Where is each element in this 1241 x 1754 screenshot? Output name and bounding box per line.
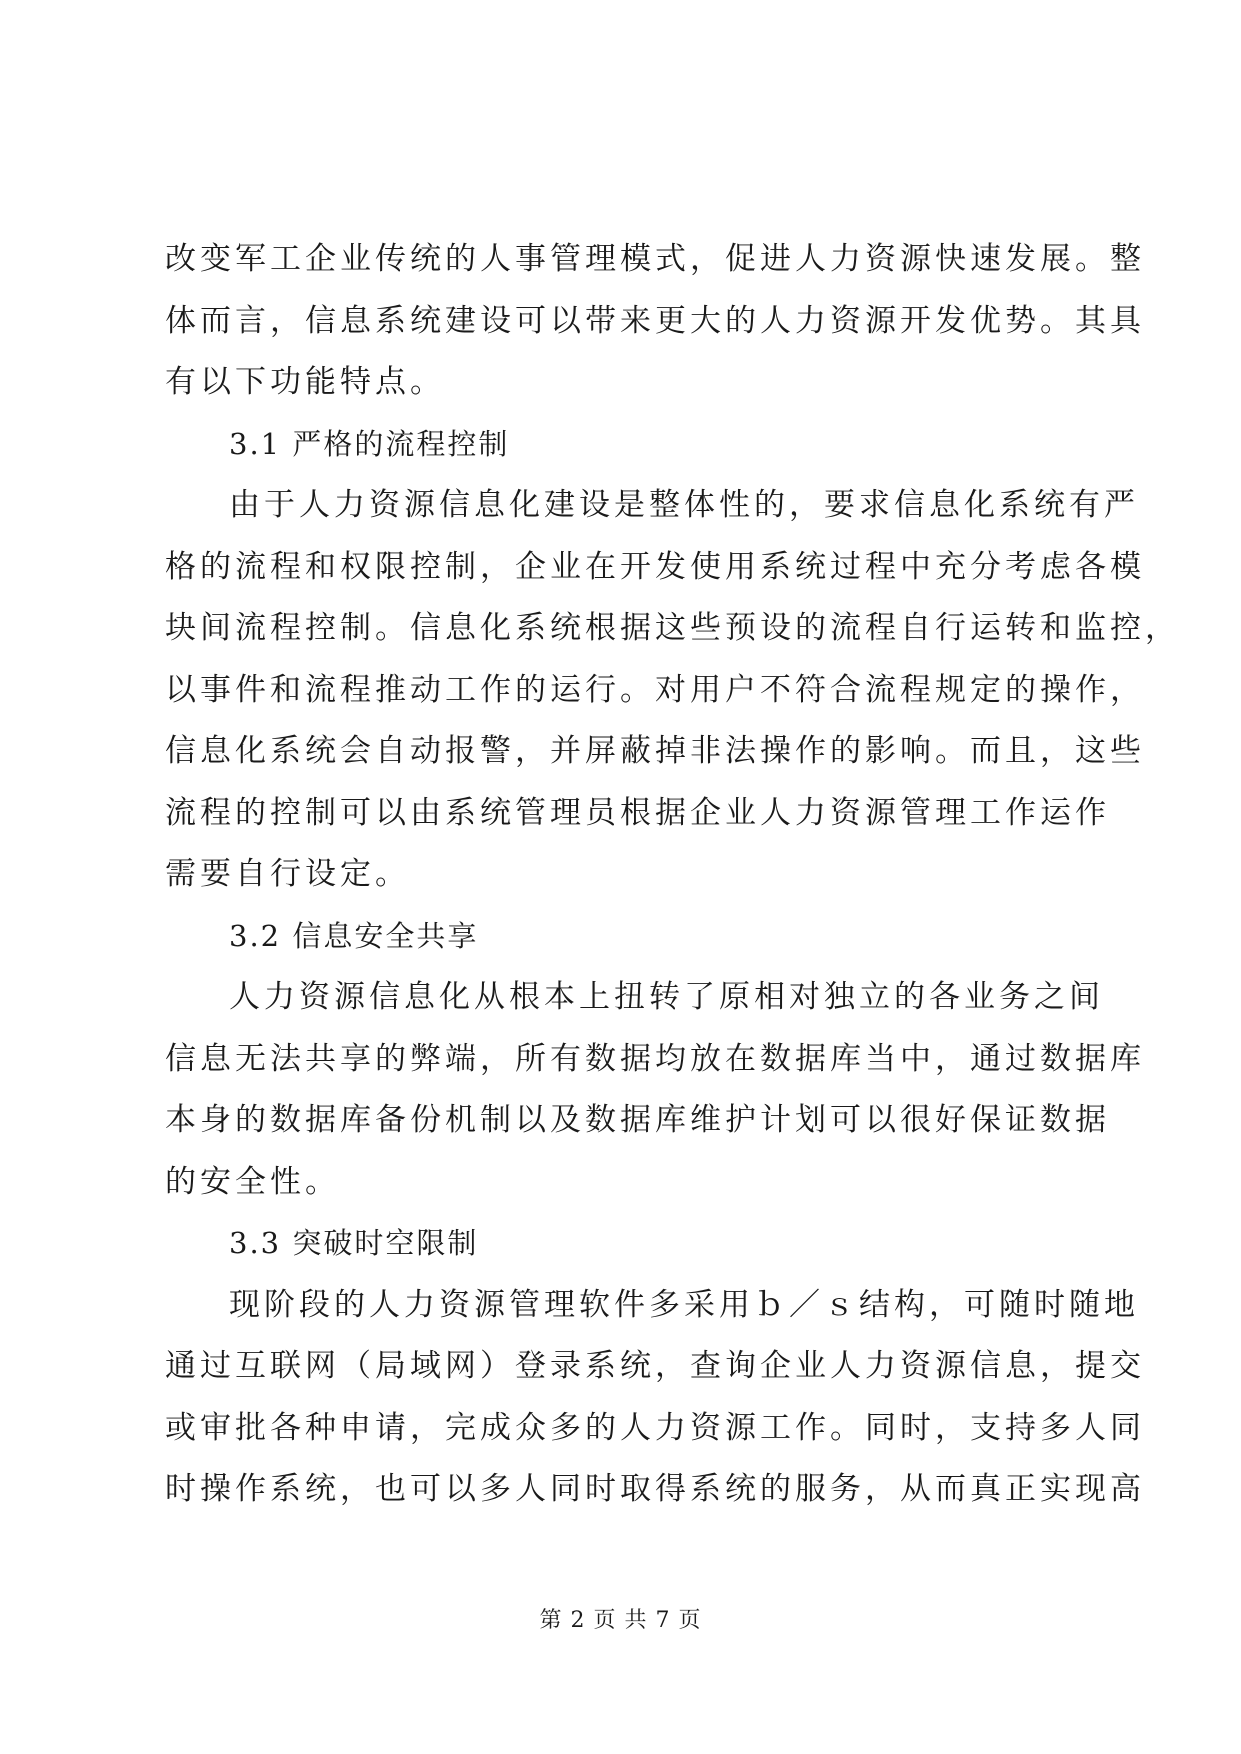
text-line: 现阶段的人力资源管理软件多采用ｂ／ｓ结构，可随时随地 xyxy=(229,1286,1139,1323)
page-number-footer: 第 2 页 共 7 页 xyxy=(539,1608,702,1633)
section-3-1-paragraph xyxy=(165,475,1180,906)
text-line: 或审批各种申请，完成众多的人力资源工作。同时，支持多人同 xyxy=(165,1409,1145,1446)
section-heading-3-3: 3.3 突破时空限制 xyxy=(229,1226,479,1260)
text-line: 信息化系统会自动报警，并屏蔽掉非法操作的影响。而且，这些 xyxy=(165,733,1145,769)
text-line: 块间流程控制。信息化系统根据这些预设的流程自行运转和监控， xyxy=(165,610,1180,646)
section-3-2-paragraph xyxy=(165,967,1145,1213)
section-heading-3-2: 3.2 信息安全共享 xyxy=(229,918,479,953)
text-line: 时操作系统，也可以多人同时取得系统的服务，从而真正实现高 xyxy=(165,1471,1145,1507)
text-line: 由于人力资源信息化建设是整体性的，要求信息化系统有严 xyxy=(229,487,1139,523)
text-line: 格的流程和权限控制，企业在开发使用系统过程中充分考虑各模 xyxy=(165,548,1145,585)
document-body xyxy=(165,229,1180,1521)
text-line: 有以下功能特点。 xyxy=(165,364,445,400)
text-line: 改变军工企业传统的人事管理模式，促进人力资源快速发展。整 xyxy=(165,241,1145,277)
intro-paragraph xyxy=(165,229,1145,414)
text-line: 通过互联网（局域网）登录系统，查询企业人力资源信息，提交 xyxy=(165,1348,1145,1384)
text-line: 需要自行设定。 xyxy=(165,856,410,892)
text-line: 的安全性。 xyxy=(165,1163,340,1200)
text-line: 人力资源信息化从根本上扭转了原相对独立的各业务之间 xyxy=(229,979,1104,1015)
section-3-3-paragraph xyxy=(165,1275,1145,1521)
text-line: 体而言，信息系统建设可以带来更大的人力资源开发优势。其具 xyxy=(165,302,1145,339)
section-heading-3-1: 3.1 严格的流程控制 xyxy=(229,426,510,461)
text-line: 信息无法共享的弊端，所有数据均放在数据库当中，通过数据库 xyxy=(165,1040,1145,1077)
text-line: 本身的数据库备份机制以及数据库维护计划可以很好保证数据 xyxy=(165,1102,1110,1138)
text-line: 以事件和流程推动工作的运行。对用户不符合流程规定的操作， xyxy=(165,671,1145,708)
text-line: 流程的控制可以由系统管理员根据企业人力资源管理工作运作 xyxy=(165,794,1110,831)
